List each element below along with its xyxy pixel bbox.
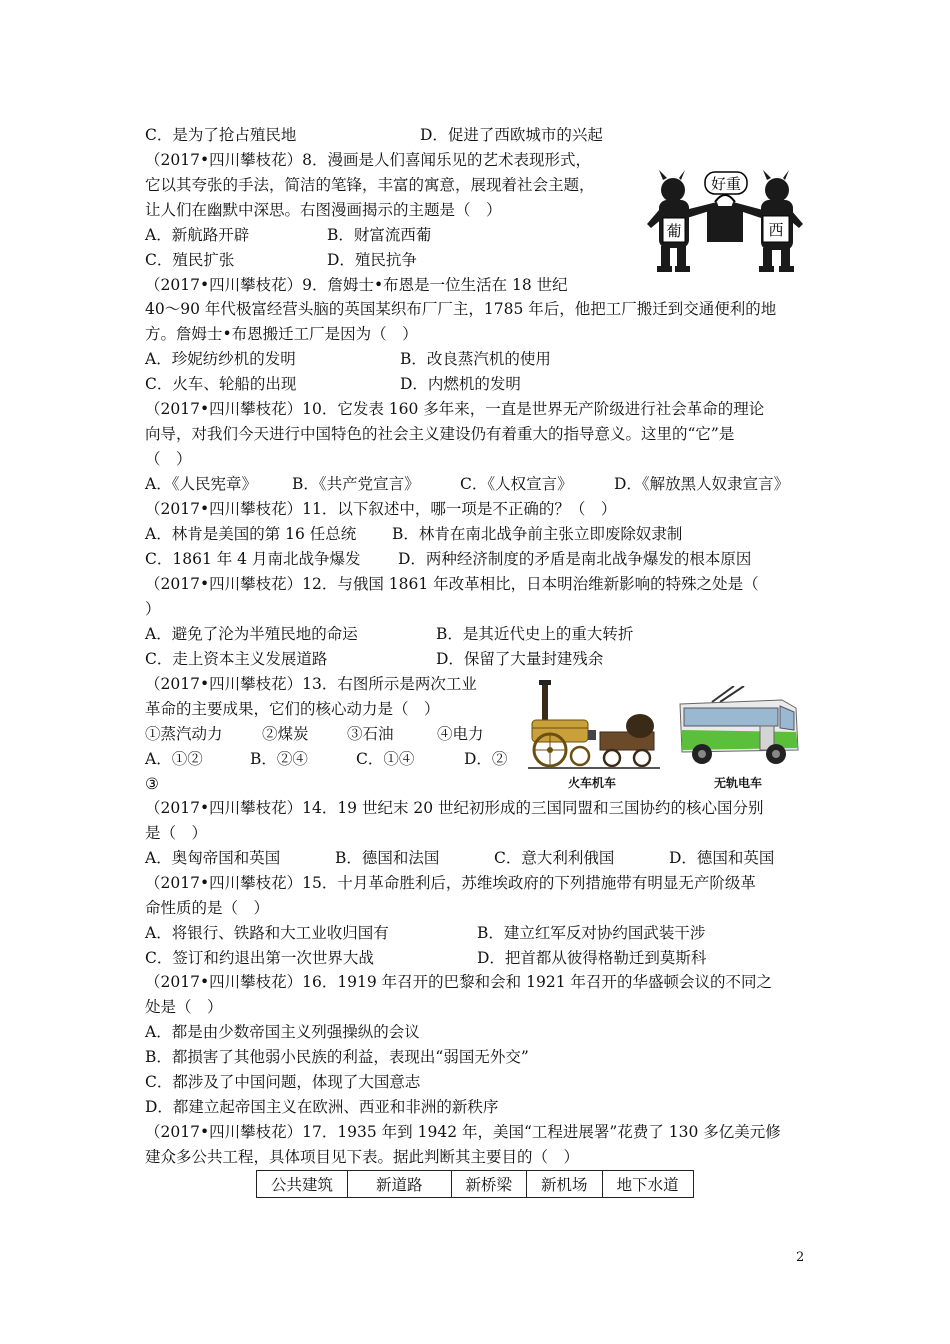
q14-option-d: D．德国和英国	[669, 849, 775, 867]
q10-option-b: B．《共产党宣言》	[292, 475, 420, 493]
q13-option-d: D．②	[464, 750, 508, 768]
q9-stem-line2-text: 40～90 年代极富经营头脑的英国某织布厂厂主，1785 年后，他把工厂搬迁到交通便利的地	[145, 300, 777, 318]
table-cell: 新机场	[527, 1171, 603, 1198]
page-number: 2	[796, 1250, 805, 1265]
q8-stem-line1: （2017•四川攀枝花）8．漫画是人们喜闻乐见的艺术表现形式，	[145, 151, 591, 169]
caption-trolleybus: 无轨电车	[714, 776, 763, 790]
q16-option-d: D．都建立起帝国主义在欧洲、西亚和非洲的新秩序	[145, 1098, 499, 1116]
public-works-table	[256, 1170, 694, 1198]
right-label: 西	[768, 221, 784, 239]
q7-option-d: D．促进了西欧城市的兴起	[420, 126, 603, 144]
q13-option-d-cont: ③	[145, 775, 159, 793]
q9-option-b: B．改良蒸汽机的使用	[400, 350, 551, 368]
q14-option-a: A．奥匈帝国和英国	[145, 849, 281, 867]
bubble-text: 好重	[710, 175, 742, 193]
q10-option-a: A．《人民宪章》	[145, 475, 257, 493]
q14-stem-line2: 是（ ）	[145, 824, 208, 842]
q15-option-b: B．建立红军反对协约国武装干涉	[477, 924, 706, 942]
table-cell: 地下水道	[602, 1171, 693, 1198]
q12-option-c: C．走上资本主义发展道路	[145, 650, 328, 668]
q9-option-d: D．内燃机的发明	[400, 375, 521, 393]
table-cell: 公共建筑	[257, 1171, 348, 1198]
table-cell: 新道路	[348, 1171, 452, 1198]
table-cell: 新桥梁	[451, 1171, 527, 1198]
q13-item-4: ④电力	[437, 725, 484, 743]
q8-option-b: B．财富流西葡	[327, 226, 432, 244]
q11-option-a: A．林肯是美国的第 16 任总统	[145, 525, 357, 543]
q15-stem-line1: （2017•四川攀枝花）15．十月革命胜利后，苏维埃政府的下列措施带有明显无产阶级革	[145, 874, 756, 892]
q13-item-1: ①蒸汽动力	[145, 725, 223, 743]
q9-option-c: C．火车、轮船的出现	[145, 375, 297, 393]
table-row	[257, 1171, 694, 1198]
q7-option-c: C．是为了抢占殖民地	[145, 126, 297, 144]
q9-stem-line3: 方。詹姆士•布恩搬迁工厂是因为（ ）	[145, 325, 418, 343]
steam-locomotive-image	[528, 680, 660, 772]
q11-option-c: C．1861 年 4 月南北战争爆发	[145, 550, 361, 568]
money-bag	[707, 206, 743, 242]
q11-stem-line1: （2017•四川攀枝花）11．以下叙述中，哪一项是不正确的？（ ）	[145, 500, 617, 518]
q8-stem-line3: 让人们在幽默中深思。右图漫画揭示的主题是（ ）	[145, 201, 502, 219]
q9-option-a: A．珍妮纺纱机的发明	[145, 350, 296, 368]
left-label: 葡	[666, 222, 682, 240]
q12-stem-line2: ）	[145, 600, 161, 618]
q15-stem-line2: 命性质的是（ ）	[145, 899, 270, 917]
q10-stem-line3: （ ）	[145, 450, 192, 468]
q8-option-a: A．新航路开辟	[145, 226, 250, 244]
q15-option-c: C．签订和约退出第一次世界大战	[145, 949, 374, 967]
q11-option-d: D．两种经济制度的矛盾是南北战争爆发的根本原因	[398, 550, 752, 568]
q17-stem-line2: 建众多公共工程，具体项目见下表。据此判断其主要目的（ ）	[145, 1148, 580, 1166]
q13-option-a: A．①②	[145, 750, 203, 768]
q13-stem-line1: （2017•四川攀枝花）13．右图所示是两次工业	[145, 675, 477, 693]
q15-option-d: D．把首都从彼得格勒迁到莫斯科	[477, 949, 707, 967]
q12-stem-line1: （2017•四川攀枝花）12．与俄国 1861 年改革相比，日本明治维新影响的特殊之处是（	[145, 575, 759, 593]
q12-option-b: B．是其近代史上的重大转折	[436, 625, 634, 643]
q10-option-c: C．《人权宣言》	[460, 475, 573, 493]
q16-option-b: B．都损害了其他弱小民族的利益，表现出“弱国无外交”	[145, 1048, 529, 1066]
q14-option-c: C．意大利利俄国	[494, 849, 615, 867]
q8-option-c: C．殖民扩张	[145, 251, 235, 269]
q15-option-a: A．将银行、铁路和大工业收归国有	[145, 924, 389, 942]
q13-option-b: B．②④	[250, 750, 308, 768]
q16-stem-line1: （2017•四川攀枝花）16．1919 年召开的巴黎和会和 1921 年召开的华盛顿会议的不同之	[145, 973, 772, 991]
q9-stem-line1: （2017•四川攀枝花）9．詹姆士•布恩是一位生活在 18 世纪	[145, 276, 568, 294]
q12-option-d: D．保留了大量封建残余	[436, 650, 604, 668]
q16-option-a: A．都是由少数帝国主义列强操纵的会议	[145, 1023, 420, 1041]
q12-option-a: A．避免了沦为半殖民地的命运	[145, 625, 358, 643]
q14-option-b: B．德国和法国	[335, 849, 440, 867]
caption-train: 火车机车	[568, 776, 617, 790]
q8-stem-line2: 它以其夸张的手法，简洁的笔锋，丰富的寓意，展现着社会主题，	[145, 176, 595, 194]
q10-option-d: D．《解放黑人奴隶宣言》	[614, 475, 790, 493]
q8-option-d: D．殖民抗争	[327, 251, 417, 269]
q10-stem-line1: （2017•四川攀枝花）10．它发表 160 多年来，一直是世界无产阶级进行社会革命的理论	[145, 400, 765, 418]
q13-item-2: ②煤炭	[262, 725, 309, 743]
q9-stem-line2	[145, 298, 805, 320]
q14-stem-line1: （2017•四川攀枝花）14．19 世纪末 20 世纪初形成的三国同盟和三国协约的核心国分别	[145, 799, 764, 817]
q17-stem-line1: （2017•四川攀枝花）17．1935 年到 1942 年，美国“工程进展署”花费了 130 多亿美元修	[145, 1123, 781, 1141]
q10-stem-line2: 向导，对我们今天进行中国特色的社会主义建设仍有着重大的指导意义。这里的“它”是	[145, 425, 735, 443]
q13-option-c: C．①④	[356, 750, 415, 768]
q13-item-3: ③石油	[347, 725, 394, 743]
q8-cartoon-image	[645, 166, 805, 278]
q16-stem-line2: 处是（ ）	[145, 998, 223, 1016]
q11-option-b: B．林肯在南北战争前主张立即废除奴隶制	[392, 525, 683, 543]
q13-stem-line2: 革命的主要成果，它们的核心动力是（ ）	[145, 700, 440, 718]
q16-option-c: C．都涉及了中国问题，体现了大国意志	[145, 1073, 421, 1091]
trolleybus-image	[672, 686, 804, 770]
